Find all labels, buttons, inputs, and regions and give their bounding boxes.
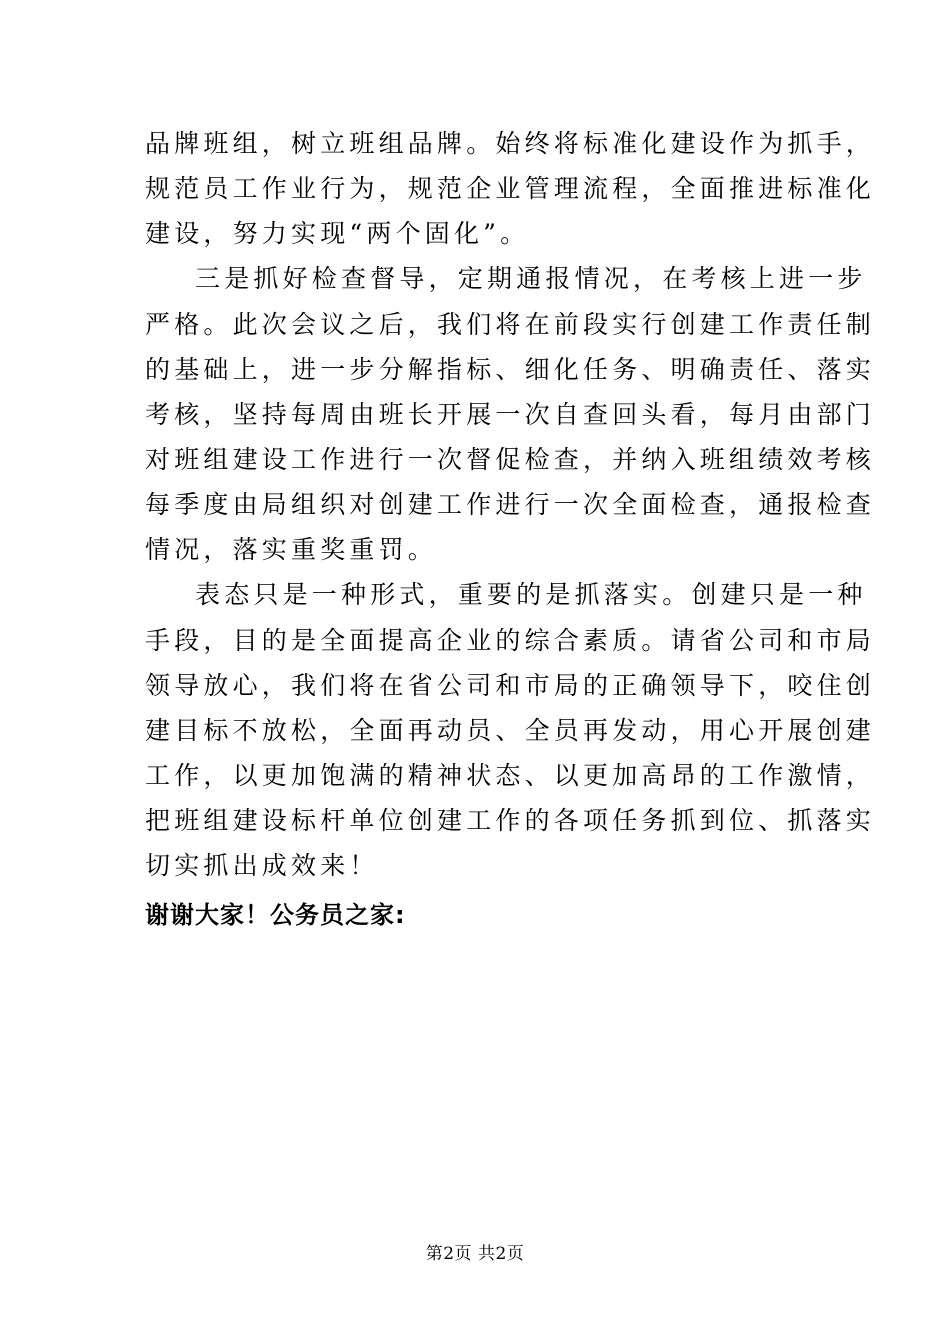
closing-line: 谢谢大家！公务员之家:	[145, 901, 406, 929]
text-line: 情况，落实重奖重罚。	[145, 535, 438, 564]
text-line: 的基础上，进一步分解指标、细化任务、明确责任、落实	[145, 355, 876, 384]
text-line: 表态只是一种形式，重要的是抓落实。创建只是一种	[195, 580, 867, 609]
text-line: 规范员工作业行为，规范企业管理流程，全面推进标准化	[145, 174, 876, 203]
text-line: 对班组建设工作进行一次督促检查，并纳入班组绩效考核	[145, 445, 876, 474]
text-line: 每季度由局组织对创建工作进行一次全面检查，通报检查	[145, 490, 876, 519]
text-line: 严格。此次会议之后，我们将在前段实行创建工作责任制	[145, 310, 876, 339]
text-line: 工作，以更加饱满的精神状态、以更加高昂的工作激情，	[145, 761, 876, 790]
text-line: 建设，努力实现“两个固化”。	[145, 219, 530, 248]
text-line: 领导放心，我们将在省公司和市局的正确领导下，咬住创	[145, 671, 876, 700]
text-line: 三是抓好检查督导，定期通报情况，在考核上进一步	[195, 264, 867, 293]
text-line: 切实抓出成效来！	[145, 851, 379, 880]
page-number-footer: 第2页 共2页	[425, 1244, 525, 1264]
text-line: 建目标不放松，全面再动员、全员再发动，用心开展创建	[145, 716, 876, 745]
text-line: 把班组建设标杆单位创建工作的各项任务抓到位、抓落实	[145, 806, 876, 835]
text-line: 手段，目的是全面提高企业的综合素质。请省公司和市局	[145, 626, 876, 655]
text-line: 品牌班组，树立班组品牌。始终将标准化建设作为抓手，	[145, 129, 876, 158]
text-line: 考核，坚持每周由班长开展一次自查回头看，每月由部门	[145, 400, 876, 429]
